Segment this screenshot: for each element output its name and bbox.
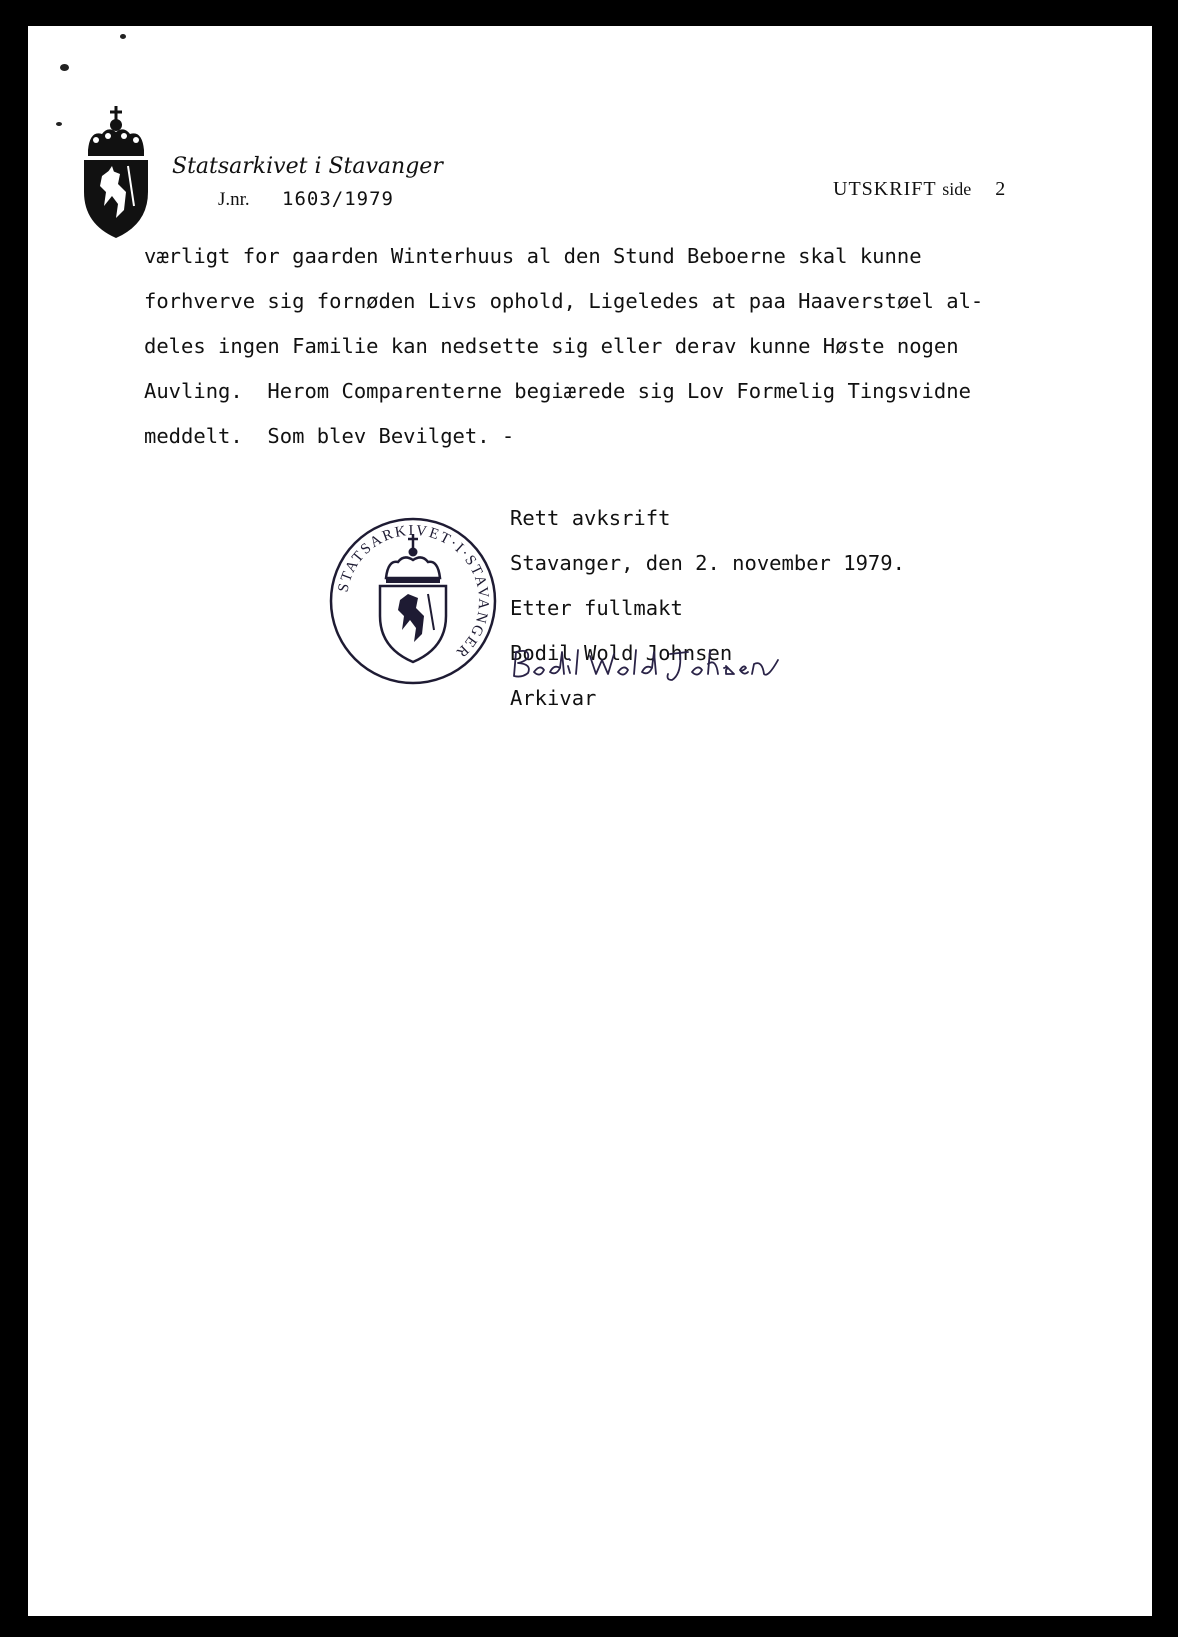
scan-speck [120,34,126,39]
page-number: 2 [995,178,1007,200]
body-line: meddelt. Som blev Bevilget. - [144,424,515,448]
scan-speck [60,64,69,71]
transcript-body [144,234,1144,459]
utskrift-label: UTSKRIFT [833,178,937,200]
authority-line: Etter fullmakt [510,596,683,620]
body-line: værligt for gaarden Winterhuus al den Stund Beboerne skal kunne [144,244,922,268]
handwritten-signature [510,646,780,686]
archive-name: Statsarkivet i Stavanger [172,154,443,179]
body-line: forhverve sig fornøden Livs ophold, Ligeledes at paa Haaverstøel al- [144,289,984,313]
journal-number-label: J.nr. [218,189,250,210]
place-date-line: Stavanger, den 2. november 1979. [510,551,905,575]
signatory-name: Bodil Wold Johnsen [510,641,733,665]
archive-seal-stamp [328,516,498,686]
certification-line: Rett avksrift [510,506,671,530]
page-header-utskrift [833,178,1006,201]
journal-number: 1603/1979 [282,188,394,210]
signatory-title: Arkivar [510,686,597,710]
document-page [28,26,1152,1616]
body-line: deles ingen Familie kan nedsette sig eller derav kunne Høste nogen [144,334,959,358]
scan-speck [56,122,62,126]
coat-of-arms-icon [80,106,152,240]
body-line: Auvling. Herom Comparenterne begiærede sig Lov Formelig Tingsvidne [144,379,971,403]
side-label: side [942,179,972,199]
closing-block [510,496,905,721]
seal-text: STATSARKIVET·I·STAVANGER [335,522,492,662]
